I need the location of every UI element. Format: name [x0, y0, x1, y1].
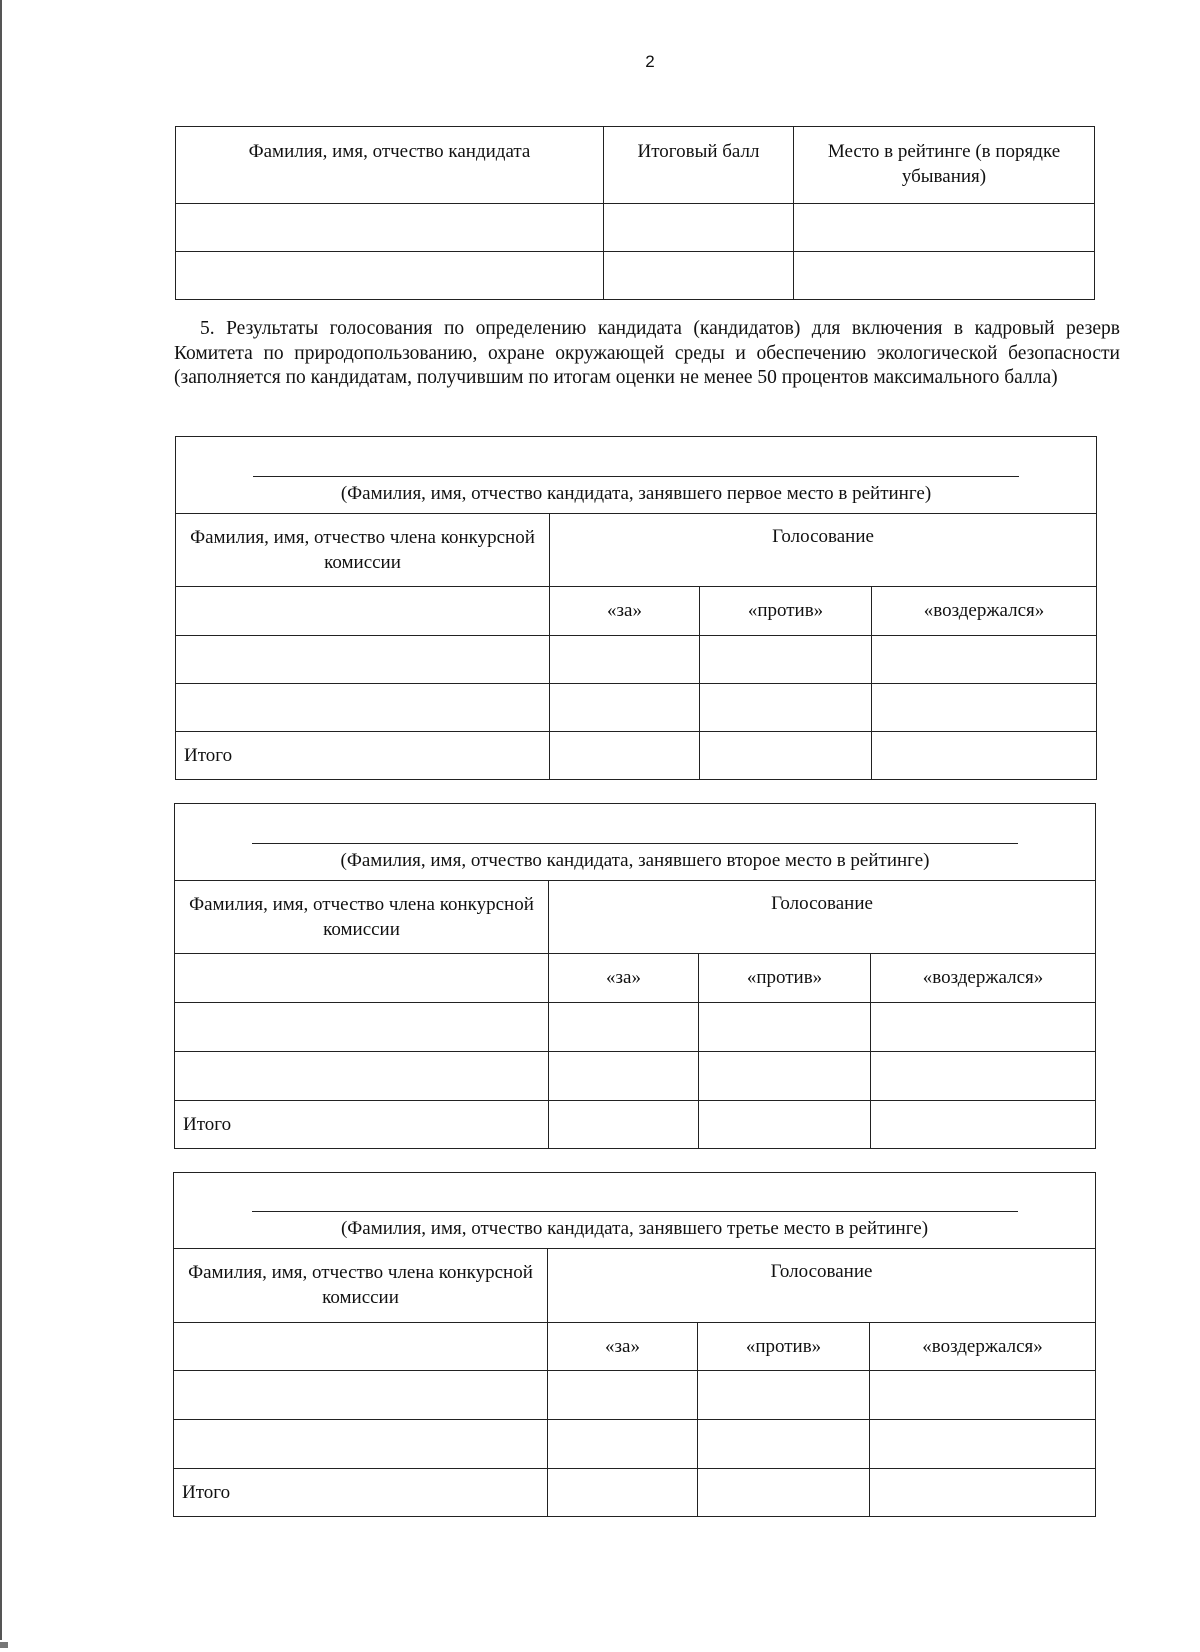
vote-table-third-place: [173, 1172, 1096, 1517]
total-label: Итого: [175, 1101, 549, 1149]
header-total-score: Итоговый балл: [604, 127, 794, 204]
table-row: [174, 1371, 1096, 1420]
candidate-cell: [176, 437, 1097, 514]
table-row: [175, 1052, 1096, 1101]
fill-line: [253, 476, 1019, 477]
header-rating-place: Место в рейтинге (в порядке убывания): [794, 127, 1095, 204]
vote-abstain-header: «воздержался»: [872, 587, 1097, 636]
candidate-label: (Фамилия, имя, отчество кандидата, занявшего третье место в рейтинге): [340, 1218, 929, 1239]
table-row: [176, 636, 1097, 684]
fill-line: [252, 843, 1018, 844]
candidate-label: (Фамилия, имя, отчество кандидата, занявшего второе место в рейтинге): [340, 850, 930, 871]
table-row: [176, 204, 1095, 252]
member-header: Фамилия, имя, отчество члена конкурсной комиссии: [174, 1249, 548, 1323]
page-number: 2: [645, 52, 655, 71]
table-row: [176, 684, 1097, 732]
vote-table-first-place: [175, 436, 1097, 780]
voting-header: Голосование: [550, 514, 1097, 587]
voting-header: Голосование: [549, 881, 1096, 954]
member-header: Фамилия, имя, отчество члена конкурсной комиссии: [175, 881, 549, 954]
vote-abstain-header: «воздержался»: [870, 1323, 1096, 1371]
candidate-label: (Фамилия, имя, отчество кандидата, занявшего первое место в рейтинге): [340, 483, 932, 504]
vote-against-header: «против»: [698, 1323, 870, 1371]
fill-line: [252, 1211, 1018, 1212]
table-row: [176, 252, 1095, 300]
total-label: Итого: [174, 1469, 548, 1517]
vote-table-second-place: [174, 803, 1096, 1149]
member-header: Фамилия, имя, отчество члена конкурсной комиссии: [176, 514, 550, 587]
candidate-cell: [174, 1173, 1096, 1249]
vote-abstain-header: «воздержался»: [871, 954, 1096, 1003]
voting-header: Голосование: [548, 1249, 1096, 1323]
vote-for-header: «за»: [549, 954, 699, 1003]
vote-for-header: «за»: [550, 587, 700, 636]
candidate-cell: [175, 804, 1096, 881]
total-label: Итого: [176, 732, 550, 780]
scan-left-edge: [0, 0, 2, 1640]
table-row: [174, 1420, 1096, 1469]
vote-against-header: «против»: [699, 954, 871, 1003]
vote-for-header: «за»: [548, 1323, 698, 1371]
section-5-paragraph: 5. Результаты голосования по определению кандидата (кандидатов) для включения в кадровый резерв Комитета по природопользованию, охране окружающей среды и обеспечению экологической безопасности (заполняется по кандидатам, получившим по итогам оценки не менее 50 процентов максимального балла): [174, 318, 1120, 388]
table-row: [175, 1003, 1096, 1052]
rating-table: [175, 126, 1095, 300]
scan-mark: [0, 1642, 8, 1648]
header-candidate-name: Фамилия, имя, отчество кандидата: [176, 127, 604, 204]
vote-against-header: «против»: [700, 587, 872, 636]
